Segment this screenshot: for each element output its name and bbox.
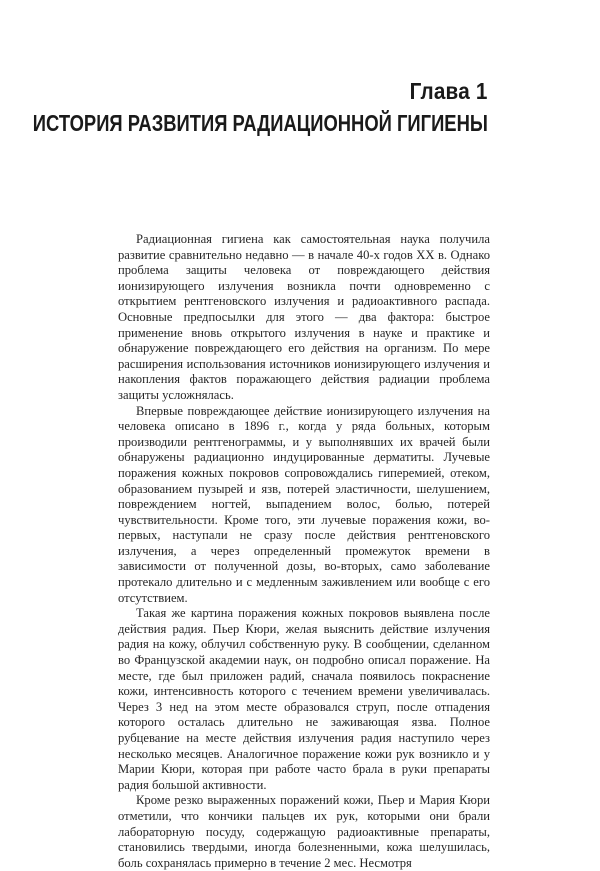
paragraph: Впервые повреждающее действие ионизирующего излучения на человека описано в 1896 г., когда у ряда больных, которым производили рентгенограммы, и у выполнявших их врачей были обнаружены радиационно индуцированные дерматиты. Лучевые поражения кожных покровов сопровождались гиперемией, отеком, образованием пузырей и язв, потерей эластичности, шелушением, повреждением ногтей, выпадением волос, болью, потерей чувствительности. Кроме того, эти лучевые поражения кожи, во-первых, наступали не сразу после действия рентгеновского излучения, а через определенный промежуток времени в зависимости от полученной дозы, во-вторых, само заболевание протекало длительно и с медленным заживлением или вообще с его отсутствием. — [118, 403, 490, 605]
chapter-title: ИСТОРИЯ РАЗВИТИЯ РАДИАЦИОННОЙ ГИГИЕНЫ — [32, 110, 488, 136]
paragraph: Радиационная гигиена как самостоятельная наука получила развитие сравнительно недавно — в начале 40-х годов XX в. Однако проблема защиты человека от повреждающего действия ионизирующего излучения возникла почти одновременно с открытием рентгеновского излучения и радиоактивного распада. Основные предпосылки для этого — два фактора: быстрое применение вновь открытого излучения в науке и практике и обнаружение повреждающего его действия на организм. По мере расширения использования источников ионизирующего излучения и накопления фактов поражающего действия радиации проблема защиты усложнялась. — [118, 232, 490, 402]
chapter-body — [118, 232, 490, 871]
paragraph: Такая же картина поражения кожных покровов выявлена после действия радия. Пьер Кюри, желая выяснить действие излучения радия на кожу, облучил собственную руку. В сообщении, сделанном во Французской академии наук, он подробно описал поражение. На месте, где был приложен радий, сначала появилось покраснение кожи, интенсивность которого с течением времени увеличивалась. Через 3 нед на этом месте образовался струп, после отпадения которого осталась длительно не заживающая язва. Полное рубцевание на месте действия излучения радия наступило через несколько месяцев. Аналогичное поражение кожи рук возникло и у Марии Кюри, которая при работе часто брала в руки препараты радия большой активности. — [118, 606, 490, 792]
paragraph: Кроме резко выраженных поражений кожи, Пьер и Мария Кюри отметили, что кончики пальцев их рук, которыми они брали лабораторную посуду, содержащую радиоактивные препараты, становились твердыми, иногда болезненными, кожа шелушилась, боль сохранялась примерно в течение 2 мес. Несмотря — [118, 793, 490, 870]
chapter-number: Глава 1 — [410, 78, 488, 104]
